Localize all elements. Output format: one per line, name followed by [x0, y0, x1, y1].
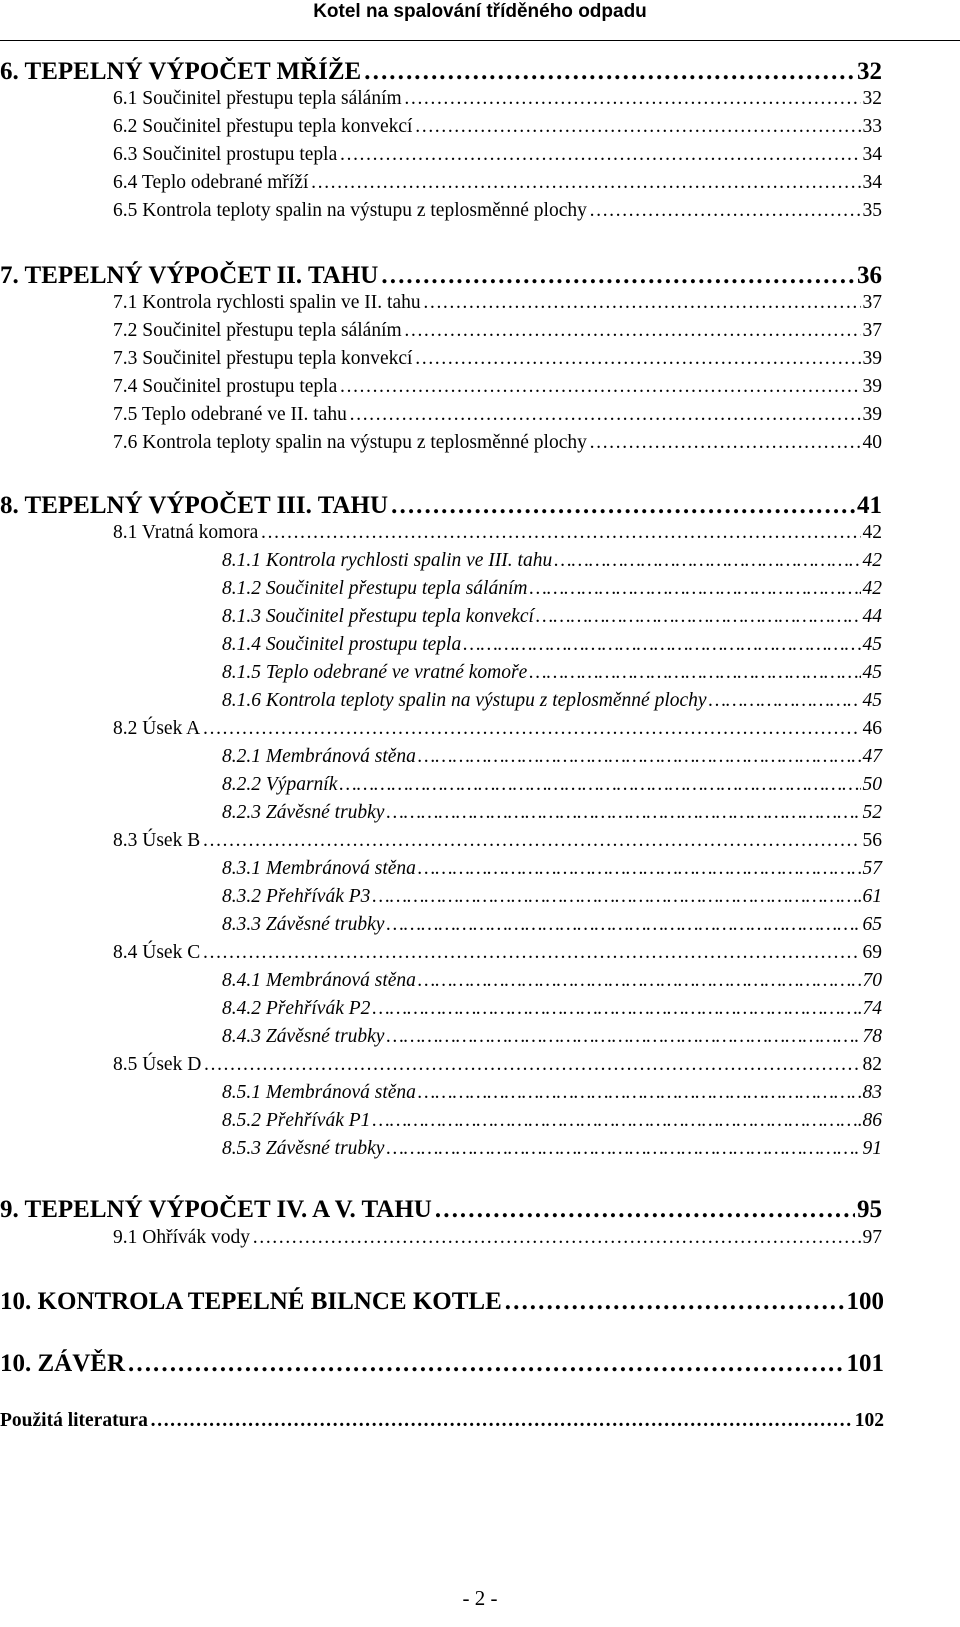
toc-entry	[0, 1410, 884, 1432]
toc-entry-title: 8.1.1 Kontrola rychlosti spalin ve III. tahu	[222, 550, 553, 571]
toc-entry-page: 47	[862, 746, 882, 767]
dot-leader	[363, 58, 855, 86]
dot-leader	[339, 774, 860, 796]
toc-entry-page: 42	[862, 578, 882, 599]
toc-entry-title: 8.2.2 Výparník	[222, 774, 338, 795]
toc-entry-title: 7.3 Součinitel přestupu tepla konvekcí	[113, 348, 413, 369]
dot-leader	[202, 830, 860, 852]
dot-leader	[404, 320, 861, 342]
toc-entry-title: 7. TEPELNÝ VÝPOČET II. TAHU	[0, 262, 379, 289]
toc-entry-page: 39	[862, 404, 882, 425]
toc-entry-page: 100	[846, 1288, 884, 1315]
toc-entry	[222, 1082, 882, 1104]
toc-entry-page: 82	[862, 1054, 882, 1075]
toc-entry-title: 7.1 Kontrola rychlosti spalin ve II. tahu	[113, 292, 421, 313]
dot-leader	[203, 1054, 860, 1076]
toc-entry	[222, 578, 882, 600]
toc-entry	[222, 662, 882, 684]
toc-entry-title: 6.3 Součinitel prostupu tepla	[113, 144, 338, 165]
toc-entry-page: 83	[862, 1082, 882, 1103]
toc-entry-page: 36	[857, 262, 882, 289]
dot-leader	[418, 858, 861, 880]
toc-entry-page: 44	[862, 606, 882, 627]
dot-leader	[310, 172, 860, 194]
dot-leader	[554, 550, 860, 572]
dot-leader	[529, 662, 860, 684]
toc-entry-page: 34	[862, 172, 882, 193]
toc-entry-page: 34	[862, 144, 882, 165]
toc-entry	[0, 1196, 882, 1224]
toc-entry-page: 78	[862, 1026, 882, 1047]
dot-leader	[504, 1288, 845, 1316]
toc-entry	[113, 348, 882, 370]
toc-entry-page: 45	[862, 662, 882, 683]
toc-entry	[222, 606, 882, 628]
toc-entry	[222, 550, 882, 572]
dot-leader	[418, 1082, 861, 1104]
toc-entry-title: 8.5.3 Závěsné trubky	[222, 1138, 385, 1159]
toc-entry-title: 9.1 Ohřívák vody	[113, 1227, 251, 1248]
toc-entry-title: 6.4 Teplo odebrané mříží	[113, 172, 309, 193]
toc-entry-title: 8.3 Úsek B	[113, 830, 201, 851]
toc-entry-page: 33	[862, 116, 882, 137]
dot-leader	[339, 376, 860, 398]
toc-entry-page: 39	[862, 348, 882, 369]
toc-entry	[113, 116, 882, 138]
dot-leader	[423, 292, 861, 314]
toc-entry-title: 7.6 Kontrola teploty spalin na výstupu z teplosměnné plochy	[113, 432, 587, 453]
toc-entry	[222, 746, 882, 768]
toc-entry	[113, 830, 882, 852]
toc-entry	[113, 1227, 882, 1249]
toc-entry	[0, 492, 882, 520]
dot-leader	[386, 1138, 860, 1160]
running-header: Kotel na spalování tříděného odpadu	[313, 1, 647, 22]
toc-entry-page: 101	[846, 1350, 884, 1377]
toc-entry-title: 8.2.1 Membránová stěna	[222, 746, 416, 767]
toc-entry	[113, 376, 882, 398]
toc-entry	[222, 1138, 882, 1160]
toc-entry-title: 8.4 Úsek C	[113, 942, 201, 963]
toc-entry-page: 37	[862, 320, 882, 341]
toc-entry-title: 8.1.3 Součinitel přestupu tepla konvekcí	[222, 606, 534, 627]
toc-entry	[222, 802, 882, 824]
dot-leader	[372, 1110, 860, 1132]
toc-entry-page: 42	[862, 522, 882, 543]
toc-entry-title: 8.1 Vratná komora	[113, 522, 259, 543]
toc-entry	[222, 886, 882, 908]
toc-entry-title: 8.5 Úsek D	[113, 1054, 202, 1075]
toc-entry-title: 8.4.1 Membránová stěna	[222, 970, 416, 991]
toc-entry-page: 91	[862, 1138, 882, 1159]
toc-entry-page: 40	[862, 432, 882, 453]
toc-entry-title: 8.3.3 Závěsné trubky	[222, 914, 385, 935]
dot-leader	[404, 88, 861, 110]
toc-entry-title: 8.1.4 Součinitel prostupu tepla	[222, 634, 462, 655]
toc-entry-page: 102	[854, 1410, 884, 1431]
toc-entry	[222, 690, 882, 712]
dot-leader	[380, 262, 855, 290]
toc-entry-title: 8.1.2 Součinitel přestupu tepla sáláním	[222, 578, 528, 599]
dot-leader	[252, 1227, 860, 1249]
dot-leader	[372, 998, 860, 1020]
dot-leader	[260, 522, 860, 544]
toc-entry-page: 56	[862, 830, 882, 851]
toc-entry-page: 39	[862, 376, 882, 397]
toc-entry-page: 70	[862, 970, 882, 991]
toc-entry-title: 7.5 Teplo odebrané ve II. tahu	[113, 404, 347, 425]
toc-entry	[113, 172, 882, 194]
toc-entry-title: 8.5.1 Membránová stěna	[222, 1082, 416, 1103]
toc-entry	[222, 774, 882, 796]
toc-entry-title: 8.5.2 Přehřívák P1	[222, 1110, 371, 1131]
toc-entry	[113, 88, 882, 110]
toc-entry-title: 6.5 Kontrola teploty spalin na výstupu z teplosměnné plochy	[113, 200, 587, 221]
dot-leader	[202, 718, 860, 740]
toc-entry	[222, 1110, 882, 1132]
toc-entry-title: 8.2 Úsek A	[113, 718, 201, 739]
dot-leader	[414, 348, 860, 370]
toc-entry-page: 50	[862, 774, 882, 795]
dot-leader	[463, 634, 860, 656]
dot-leader	[589, 432, 861, 454]
dot-leader	[372, 886, 860, 908]
toc-entry	[222, 858, 882, 880]
toc-entry	[0, 262, 882, 290]
toc-entry-page: 46	[862, 718, 882, 739]
dot-leader	[339, 144, 860, 166]
toc-entry-page: 32	[862, 88, 882, 109]
toc-entry	[113, 942, 882, 964]
toc-entry-page: 32	[857, 58, 882, 85]
toc-entry-title: 8. TEPELNÝ VÝPOČET III. TAHU	[0, 492, 389, 519]
toc-entry	[222, 970, 882, 992]
page-number: - 2 -	[462, 1586, 498, 1610]
toc-entry-title: 6.2 Součinitel přestupu tepla konvekcí	[113, 116, 413, 137]
toc-entry	[113, 200, 882, 222]
toc-entry-page: 69	[862, 942, 882, 963]
toc-entry-title: 6.1 Součinitel přestupu tepla sáláním	[113, 88, 402, 109]
toc-entry-page: 86	[862, 1110, 882, 1131]
dot-leader	[150, 1410, 853, 1432]
toc-entry-title: 7.2 Součinitel přestupu tepla sáláním	[113, 320, 402, 341]
toc-entry	[113, 432, 882, 454]
dot-leader	[386, 802, 860, 824]
toc-entry	[222, 914, 882, 936]
toc-entry-page: 97	[862, 1227, 882, 1248]
toc-entry	[0, 1288, 884, 1316]
dot-leader	[127, 1350, 844, 1378]
toc-entry-title: 8.3.1 Membránová stěna	[222, 858, 416, 879]
dot-leader	[202, 942, 860, 964]
header-rule	[0, 40, 960, 41]
toc-entry-page: 45	[862, 690, 882, 711]
toc-entry-title: 10. ZÁVĚR	[0, 1350, 126, 1377]
toc-entry-title: 8.4.3 Závěsné trubky	[222, 1026, 385, 1047]
dot-leader	[349, 404, 861, 426]
toc-entry-title: Použitá literatura	[0, 1410, 148, 1431]
toc-entry-title: 8.1.5 Teplo odebrané ve vratné komoře	[222, 662, 528, 683]
toc-entry	[222, 634, 882, 656]
dot-leader	[386, 1026, 860, 1048]
toc-entry-title: 10. KONTROLA TEPELNÉ BILNCE KOTLE	[0, 1288, 502, 1315]
toc-entry-page: 41	[857, 492, 882, 519]
toc-entry-title: 6. TEPELNÝ VÝPOČET MŘÍŽE	[0, 58, 362, 85]
dot-leader	[418, 746, 861, 768]
dot-leader	[386, 914, 860, 936]
toc-entry-page: 61	[862, 886, 882, 907]
dot-leader	[418, 970, 861, 992]
toc-entry-title: 8.2.3 Závěsné trubky	[222, 802, 385, 823]
toc-entry	[113, 144, 882, 166]
toc-entry-title: 7.4 Součinitel prostupu tepla	[113, 376, 338, 397]
toc-entry	[113, 320, 882, 342]
toc-entry	[113, 404, 882, 426]
toc-entry-page: 95	[857, 1196, 882, 1223]
toc-entry	[222, 998, 882, 1020]
toc-entry-page: 65	[862, 914, 882, 935]
toc-entry	[113, 292, 882, 314]
toc-entry	[113, 1054, 882, 1076]
toc-entry-title: 8.1.6 Kontrola teploty spalin na výstupu z teplosměnné plochy	[222, 690, 707, 711]
toc-entry-page: 35	[862, 200, 882, 221]
toc-entry	[113, 522, 882, 544]
dot-leader	[414, 116, 860, 138]
toc-entry	[222, 1026, 882, 1048]
dot-leader	[434, 1196, 855, 1224]
dot-leader	[390, 492, 855, 520]
toc-entry-page: 42	[862, 550, 882, 571]
dot-leader	[589, 200, 861, 222]
toc-entry-page: 74	[862, 998, 882, 1019]
toc-entry-page: 52	[862, 802, 882, 823]
dot-leader	[536, 606, 861, 628]
toc-entry	[113, 718, 882, 740]
toc-entry-page: 45	[862, 634, 882, 655]
dot-leader	[709, 690, 861, 712]
toc-entry-title: 9. TEPELNÝ VÝPOČET IV. A V. TAHU	[0, 1196, 432, 1223]
toc-entry-page: 57	[862, 858, 882, 879]
toc-entry-title: 8.4.2 Přehřívák P2	[222, 998, 371, 1019]
toc-entry-title: 8.3.2 Přehřívák P3	[222, 886, 371, 907]
toc-entry	[0, 1350, 884, 1378]
toc-entry-page: 37	[862, 292, 882, 313]
toc-entry	[0, 58, 882, 86]
dot-leader	[529, 578, 860, 600]
